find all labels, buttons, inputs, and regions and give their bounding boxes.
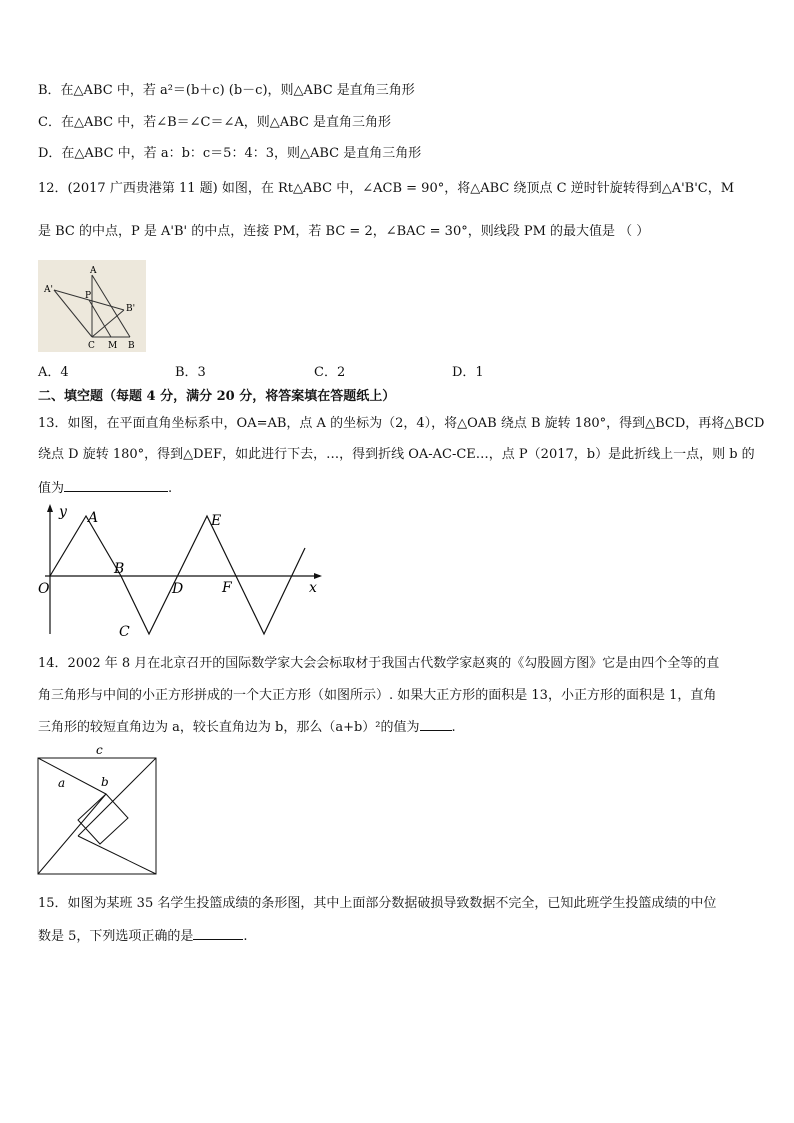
label-b: B (114, 561, 125, 577)
q14-figure (34, 740, 164, 876)
q15-answer-blank[interactable] (193, 927, 243, 940)
label-y: y (59, 504, 67, 520)
q12-option-a: A．4 (38, 365, 69, 380)
label-a-prime: A' (44, 285, 53, 295)
label-c: C (88, 341, 95, 351)
q13-figure (35, 502, 325, 640)
q12-option-c: C．2 (314, 365, 346, 380)
q14-stem-line3 (38, 718, 456, 737)
q15-answer-prompt: 数是 5，下列选项正确的是 (38, 929, 194, 944)
q13-stem-line1: 13．如图，在平面直角坐标系中，OA=AB，点 A 的坐标为（2，4），将△OAB 绕点 B 旋转 180°，得到△BCD，再将△BCD (38, 416, 765, 431)
q12-option-b: B．3 (175, 365, 206, 380)
label-e: E (211, 513, 222, 529)
label-b: B (128, 341, 135, 351)
q12-rotation-diagram (38, 260, 146, 352)
q12-stem-line1: 12．(2017 广西贵港第 11 题) 如图，在 Rt△ABC 中，∠ACB = 90°，将△ABC 绕顶点 C 逆时针旋转得到△A'B'C，M (38, 181, 735, 196)
q14-stem-line2: 角三角形与中间的小正方形拼成的一个大正方形（如图所示）. 如果大正方形的面积是 13，小正方形的面积是 1，直角 (38, 688, 717, 703)
q14-period: . (451, 720, 456, 735)
q15-period: . (243, 929, 248, 944)
q15-stem-line1: 15．如图为某班 35 名学生投篮成绩的条形图，其中上面部分数据破损导致数据不完全，已知此班学生投篮成绩的中位 (38, 896, 717, 911)
q13-stem-line2: 绕点 D 旋转 180°，得到△DEF，如此进行下去，…，得到折线 OA-AC-CE…，点 P（2017，b）是此折线上一点，则 b 的 (38, 447, 755, 462)
label-a: A (88, 510, 99, 526)
triangle-edge-1 (38, 758, 106, 794)
label-a: A (90, 266, 97, 276)
label-a: a (58, 776, 66, 790)
zigzag-polyline (50, 516, 305, 634)
q11-option-c: C．在△ABC 中，若∠B＝∠C＝∠A，则△ABC 是直角三角形 (38, 115, 392, 130)
q14-stem-line1: 14．2002 年 8 月在北京召开的国际数学家大会会标取材于我国古代数学家赵爽的《勾股圆方图》它是由四个全等的直 (38, 656, 720, 671)
inner-square (78, 794, 128, 844)
label-x: x (309, 580, 317, 596)
label-o: O (38, 581, 50, 597)
triangle-edge-2 (78, 758, 156, 836)
q13-answer-prompt: 值为 (38, 481, 65, 496)
triangle-edge-4 (38, 794, 106, 874)
label-m: M (108, 341, 118, 351)
label-c: c (96, 743, 103, 757)
q14-zhao-shuang-square (34, 740, 164, 876)
q14-answer-blank[interactable] (420, 718, 452, 731)
label-d: D (172, 581, 184, 597)
q12-option-d: D．1 (452, 365, 484, 380)
q13-stem-line3 (38, 479, 172, 498)
label-c: C (119, 624, 130, 640)
q12-figure (38, 260, 146, 352)
triangle-edge-3 (78, 836, 156, 874)
q14-answer-prompt: 三角形的较短直角边为 a，较长直角边为 b，那么（a+b）²的值为 (38, 720, 420, 735)
label-f: F (222, 580, 232, 596)
label-b: b (101, 775, 109, 789)
section-fill-in-title: 二、填空题（每题 4 分，满分 20 分，将答案填在答题纸上） (38, 389, 396, 404)
q15-stem-line2 (38, 927, 248, 946)
q11-option-b: B．在△ABC 中，若 a²＝(b＋c) (b－c)，则△ABC 是直角三角形 (38, 83, 415, 98)
y-axis-arrow (47, 504, 53, 512)
q12-stem-line2: 是 BC 的中点，P 是 A'B' 的中点，连接 PM，若 BC = 2，∠BAC = 30°，则线段 PM 的最大值是 （ ） (38, 224, 650, 239)
label-p: P (85, 291, 92, 301)
x-axis-arrow (314, 573, 322, 579)
q13-answer-blank[interactable] (64, 479, 168, 492)
q13-period: . (168, 481, 173, 496)
q11-option-d: D．在△ABC 中，若 a：b：c＝5：4：3，则△ABC 是直角三角形 (38, 146, 422, 161)
label-b-prime: B' (126, 304, 136, 314)
q13-zigzag-graph (35, 502, 325, 640)
